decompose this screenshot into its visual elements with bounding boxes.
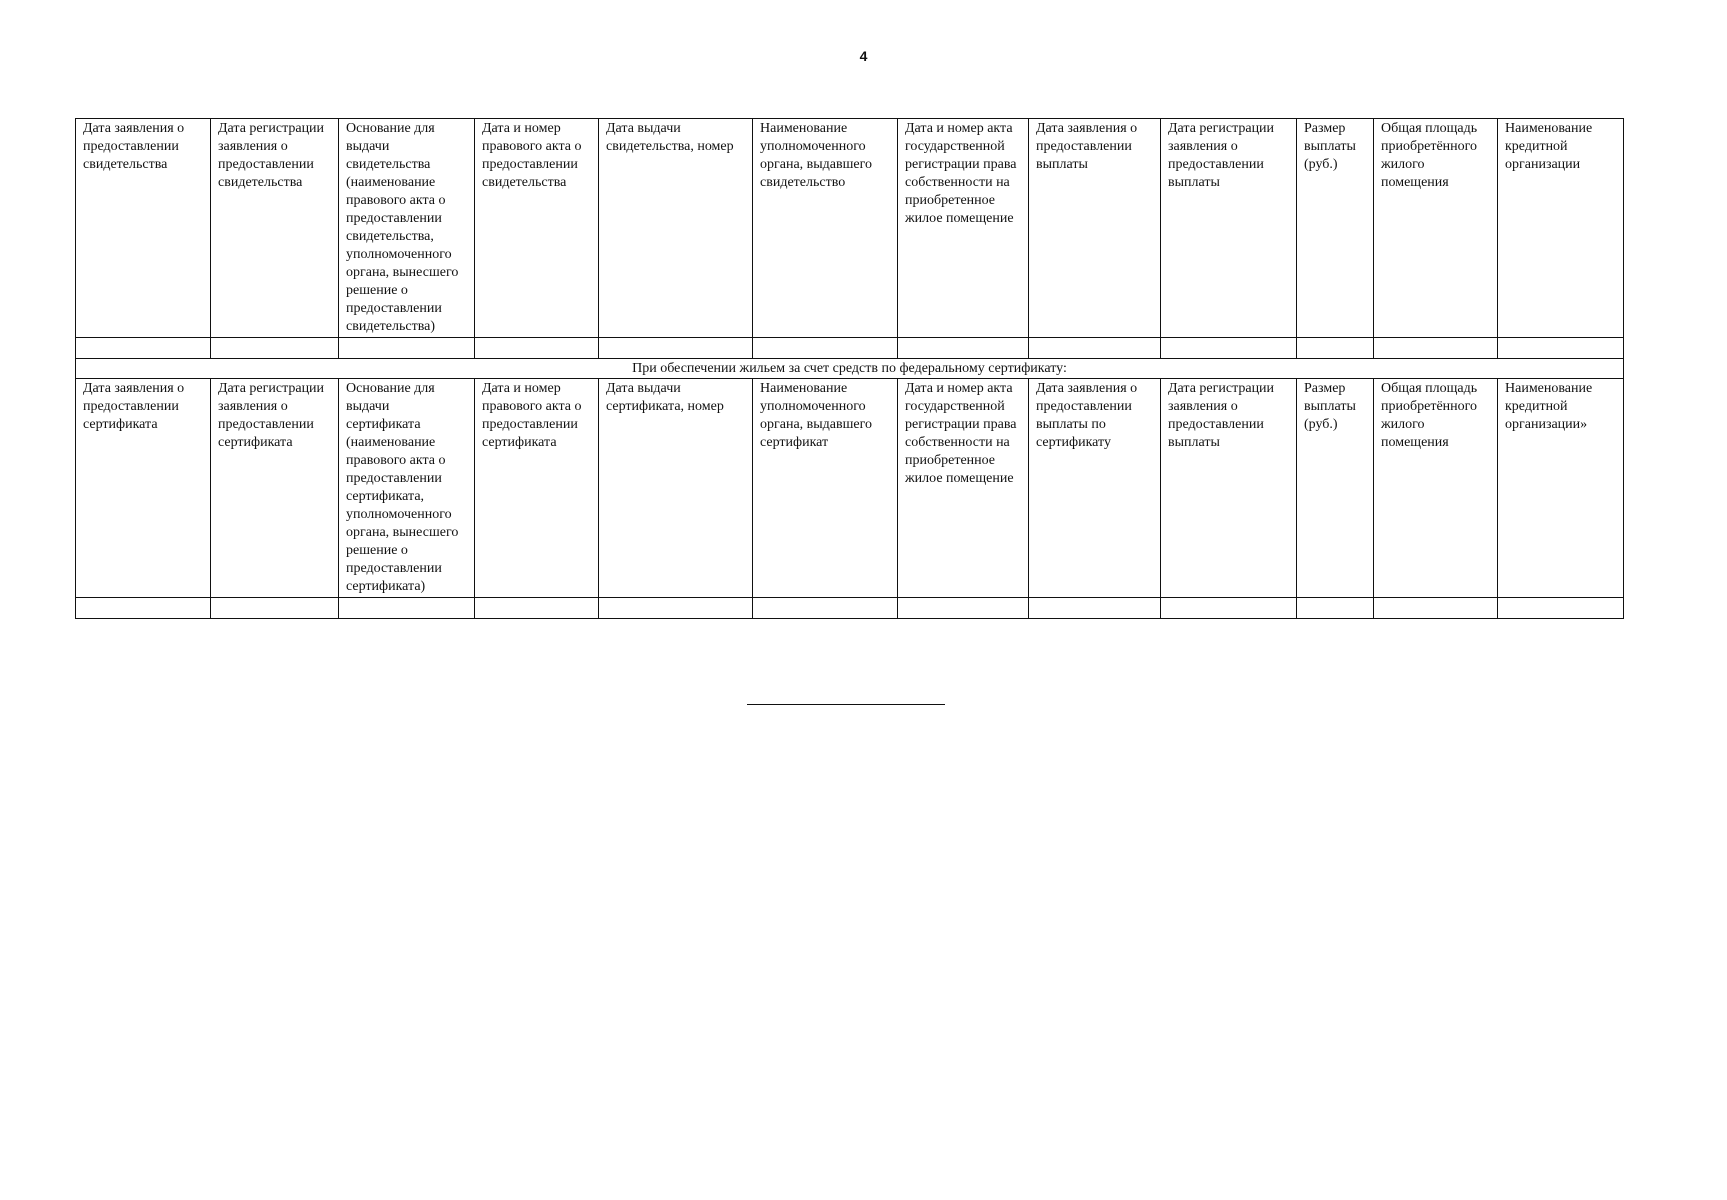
header-cell: Общая площадь приобретённого жилого помещения [1374, 119, 1498, 338]
data-cell [1161, 338, 1297, 359]
header-cell: Общая площадь приобретённого жилого помещения [1374, 379, 1498, 598]
data-cell [1374, 598, 1498, 619]
federal-header-row [76, 379, 1624, 598]
header-cell: Дата регистрации заявления о предоставлении свидетельства [211, 119, 339, 338]
header-cell: Дата выдачи свидетельства, номер [599, 119, 753, 338]
data-cell [1297, 598, 1374, 619]
empty-data-row [76, 598, 1624, 619]
data-cell [1498, 338, 1624, 359]
header-cell: Дата и номер правового акта о предоставлении свидетельства [475, 119, 599, 338]
header-cell: Дата и номер правового акта о предоставлении сертификата [475, 379, 599, 598]
data-cell [1029, 338, 1161, 359]
data-cell [1297, 338, 1374, 359]
header-cell: Дата регистрации заявления о предоставлении выплаты [1161, 379, 1297, 598]
header-cell: Наименование уполномоченного органа, выдавшего сертификат [753, 379, 898, 598]
register-table [75, 118, 1624, 619]
header-cell: Наименование кредитной организации [1498, 119, 1624, 338]
data-cell [76, 598, 211, 619]
data-cell [211, 598, 339, 619]
certificate-header-row [76, 119, 1624, 338]
data-cell [898, 338, 1029, 359]
data-cell [599, 598, 753, 619]
data-cell [599, 338, 753, 359]
data-cell [898, 598, 1029, 619]
data-cell [1498, 598, 1624, 619]
header-cell: Дата регистрации заявления о предоставлении выплаты [1161, 119, 1297, 338]
header-cell: Дата заявления о предоставлении выплаты [1029, 119, 1161, 338]
header-cell: Размер выплаты (руб.) [1297, 119, 1374, 338]
data-cell [753, 338, 898, 359]
section-title: При обеспечении жильем за счет средств по федеральному сертификату: [76, 359, 1624, 379]
header-cell: Основание для выдачи сертификата (наименование правового акта о предоставлении сертификата, уполномоченного органа, вынесшего решение о предоставлении сертификата) [339, 379, 475, 598]
header-cell: Дата регистрации заявления о предоставлении сертификата [211, 379, 339, 598]
page-number: 4 [859, 48, 868, 64]
data-cell [475, 338, 599, 359]
data-cell [1161, 598, 1297, 619]
header-cell: Размер выплаты (руб.) [1297, 379, 1374, 598]
data-cell [339, 598, 475, 619]
header-cell: Дата и номер акта государственной регистрации права собственности на приобретенное жилое помещение [898, 379, 1029, 598]
header-cell: Наименование кредитной организации» [1498, 379, 1624, 598]
data-cell [753, 598, 898, 619]
footer-rule [747, 704, 945, 705]
data-cell [475, 598, 599, 619]
header-cell: Дата выдачи сертификата, номер [599, 379, 753, 598]
data-cell [211, 338, 339, 359]
header-cell: Основание для выдачи свидетельства (наименование правового акта о предоставлении свидетельства, уполномоченного органа, вынесшего решение о предоставлении свидетельства) [339, 119, 475, 338]
header-cell: Наименование уполномоченного органа, выдавшего свидетельство [753, 119, 898, 338]
data-cell [339, 338, 475, 359]
header-cell: Дата и номер акта государственной регистрации права собственности на приобретенное жилое помещение [898, 119, 1029, 338]
data-cell [1029, 598, 1161, 619]
data-cell [76, 338, 211, 359]
header-cell: Дата заявления о предоставлении свидетельства [76, 119, 211, 338]
empty-data-row [76, 338, 1624, 359]
header-cell: Дата заявления о предоставлении сертификата [76, 379, 211, 598]
header-cell: Дата заявления о предоставлении выплаты по сертификату [1029, 379, 1161, 598]
data-cell [1374, 338, 1498, 359]
section-title-row [76, 359, 1624, 379]
